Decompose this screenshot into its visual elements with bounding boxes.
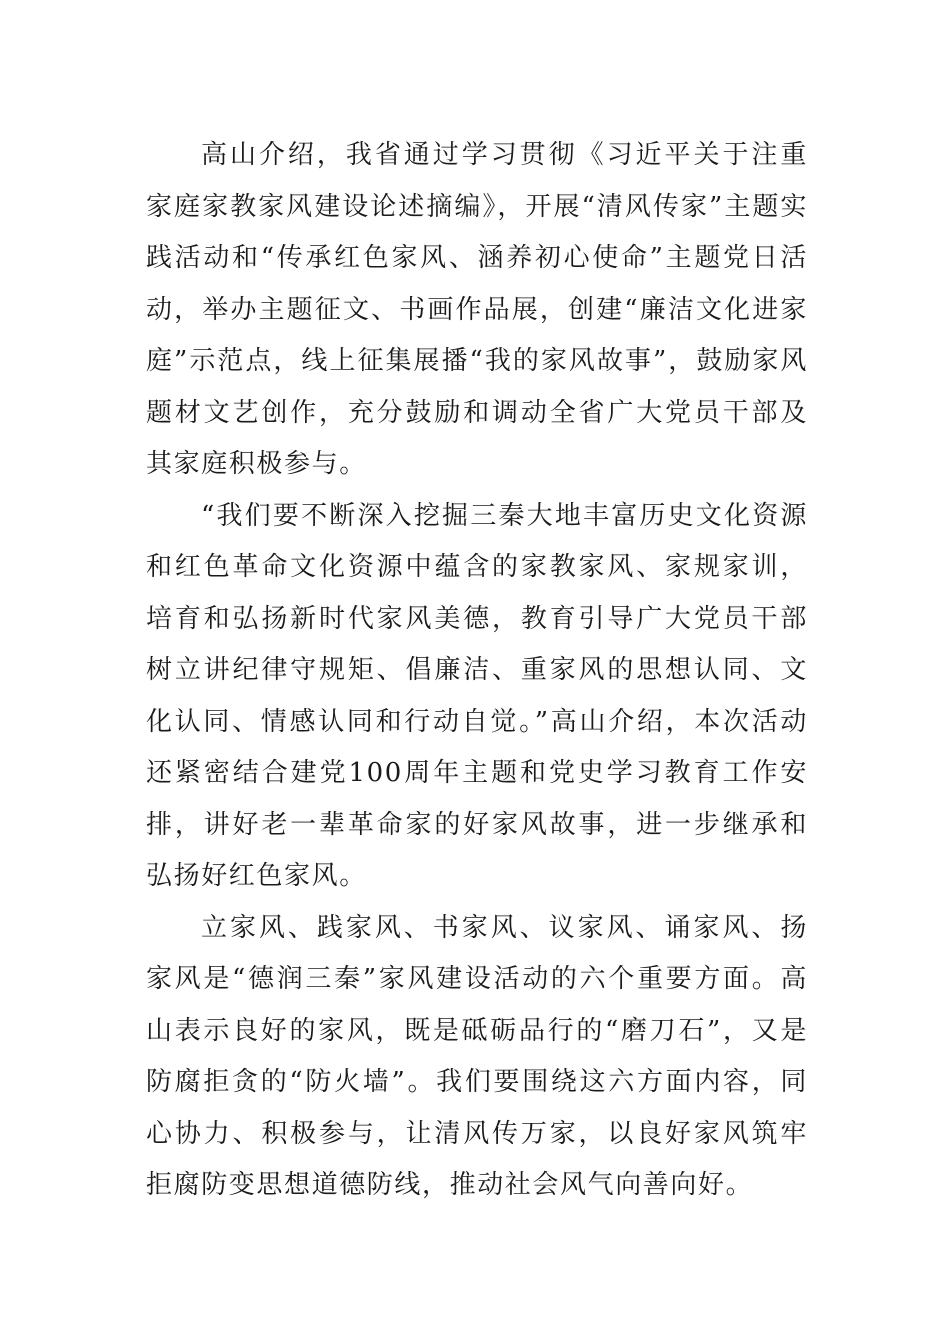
paragraph-1: 高山介绍，我省通过学习贯彻《习近平关于注重家庭家教家风建设论述摘编》，开展“清风传家”主题实践活动和“传承红色家风、涵养初心使命”主题党日活动，举办主题征文、书画作品展，创建“廉洁文化进家庭”示范点，线上征集展播“我的家风故事”，鼓励家风题材文艺创作，充分鼓励和调动全省广大党员干部及其家庭积极参与。 xyxy=(146,140,808,479)
document-body xyxy=(146,130,808,1212)
paragraph-3: 立家风、践家风、书家风、议家风、诵家风、扬家风是“德润三秦”家风建设活动的六个重要方面。高山表示良好的家风，既是砥砺品行的“磨刀石”，又是防腐拒贪的“防火墙”。我们要围绕这六方面内容，同心协力、积极参与，让清风传万家，以良好家风筑牢拒腐防变思想道德防线，推动社会风气向善向好。 xyxy=(146,912,808,1200)
paragraph-2: “我们要不断深入挖掘三秦大地丰富历史文化资源和红色革命文化资源中蕴含的家教家风、家规家训，培育和弘扬新时代家风美德，教育引导广大党员干部树立讲纪律守规矩、倡廉洁、重家风的思想认同、文化认同、情感认同和行动自觉。”高山介绍，本次活动还紧密结合建党100周年主题和党史学习教育工作安排，讲好老一辈革命家的好家风故事，进一步继承和弘扬好红色家风。 xyxy=(146,500,808,891)
